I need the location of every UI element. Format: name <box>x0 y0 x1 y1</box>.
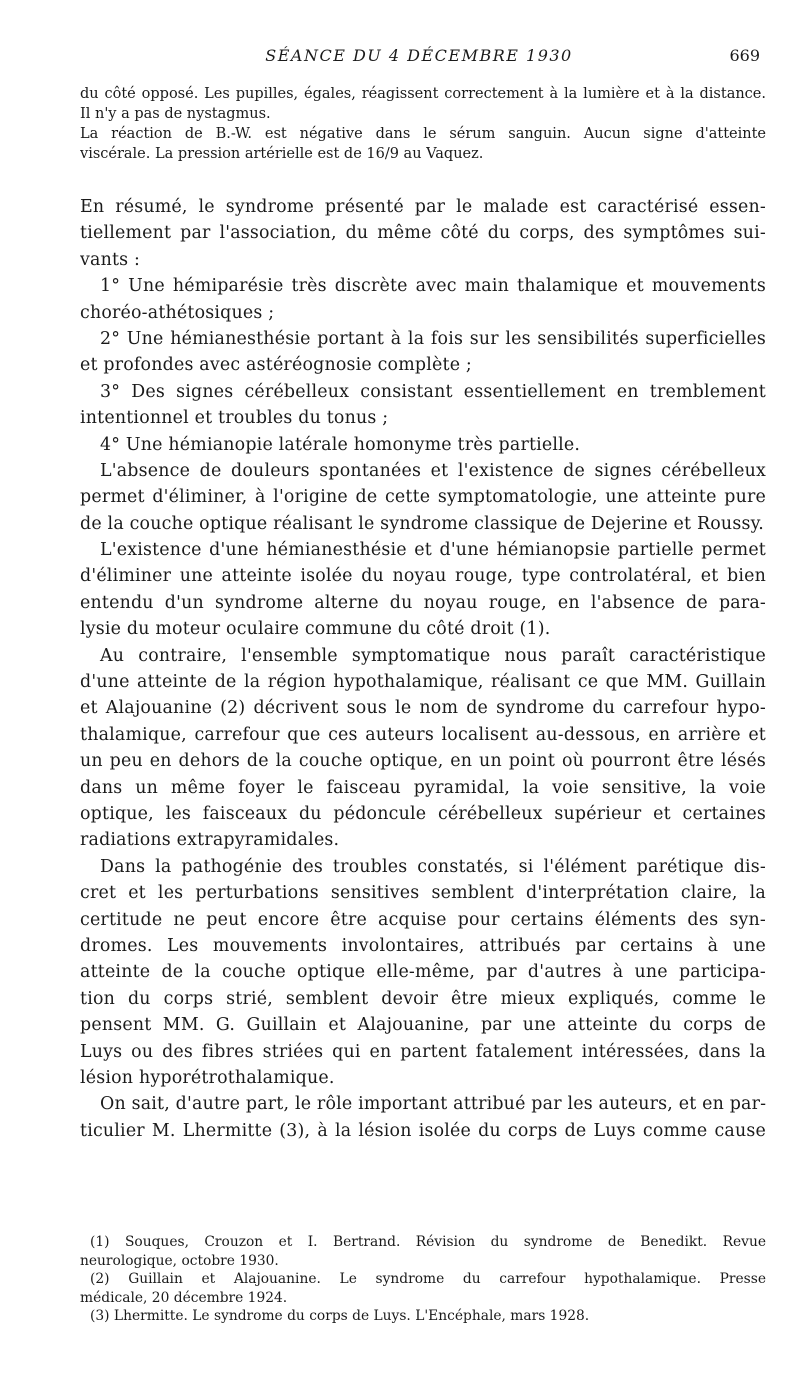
running-title: SÉANCE DU 4 DÉCEMBRE 1930 <box>265 46 573 65</box>
text-line: cret et les perturbations sensitives semblent d'interprétation claire, la <box>80 883 766 904</box>
text-line: dans un même foyer le faisceau pyramidal, la voie sensitive, la voie <box>80 777 766 798</box>
text-line: L'existence d'une hémianesthésie et d'une hémianopsie partielle permet <box>100 540 766 561</box>
text-line: de la couche optique réalisant le syndrome classique de Dejerine et Roussy. <box>80 513 765 534</box>
text-line: pensent MM. G. Guillain et Alajouanine, par une atteinte du corps de <box>80 1015 766 1036</box>
text-line: tiellement par l'association, du même côté du corps, des symptômes sui- <box>80 223 766 244</box>
text-line: un peu en dehors de la couche optique, en un point où pourront être lésés <box>80 751 766 772</box>
text-line: radiations extrapyramidales. <box>80 830 340 851</box>
text-line: Dans la pathogénie des troubles constatés, si l'élément parétique dis- <box>100 856 766 877</box>
footnotes <box>80 1233 766 1326</box>
text-line: et profondes avec astéréognosie complète ; <box>80 355 472 376</box>
text-line: choréo-athétosiques ; <box>80 302 275 323</box>
text-line: vants : <box>80 249 141 270</box>
footnote-line: (2) Guillain et Alajouanine. Le syndrome du carrefour hypothalamique. Presse <box>90 1271 766 1287</box>
text-line: La réaction de B.-W. est négative dans le sérum sanguin. Aucun signe d'atteinte <box>80 126 766 142</box>
text-line: thalamique, carrefour que ces auteurs localisent au-dessous, en arrière et <box>80 724 766 745</box>
text-line: Au contraire, l'ensemble symptomatique nous paraît caractéristique <box>100 645 766 666</box>
text-line: 2° Une hémianesthésie portant à la fois sur les sensibilités superficielles <box>100 328 766 349</box>
text-line: et Alajouanine (2) décrivent sous le nom de syndrome du carrefour hypo- <box>80 698 766 719</box>
text-line: ticulier M. Lhermitte (3), à la lésion isolée du corps de Luys comme cause <box>80 1120 766 1141</box>
footnote-line: médicale, 20 décembre 1924. <box>80 1289 288 1306</box>
text-line: 3° Des signes cérébelleux consistant essentiellement en tremblement <box>100 381 766 402</box>
text-line: entendu d'un syndrome alterne du noyau rouge, en l'absence de para- <box>80 592 766 613</box>
text-line: atteinte de la couche optique elle-même, par d'autres à une participa- <box>80 962 766 983</box>
text-line: certitude ne peut encore être acquise pour certains éléments des syn- <box>80 909 766 930</box>
footnote-line: neurologique, octobre 1930. <box>80 1252 279 1269</box>
text-line: lysie du moteur oculaire commune du côté droit (1). <box>80 619 551 640</box>
text-line: En résumé, le syndrome présenté par le malade est caractérisé essen- <box>80 197 766 217</box>
text-line: tion du corps strié, semblent devoir être mieux expliqués, comme le <box>80 988 766 1009</box>
footnote-line: (3) Lhermitte. Le syndrome du corps de Luys. L'Encéphale, mars 1928. <box>90 1308 590 1324</box>
main-body-text <box>80 194 766 1144</box>
case-notes-paragraph <box>80 84 766 164</box>
text-line: lésion hyporétrothalamique. <box>80 1067 335 1088</box>
text-line: viscérale. La pression artérielle est de 16/9 au Vaquez. <box>80 146 484 162</box>
text-line: 1° Une hémiparésie très discrète avec main thalamique et mouvements <box>100 276 766 297</box>
text-line: permet d'éliminer, à l'origine de cette symptomatologie, une atteinte pure <box>80 487 766 508</box>
text-line: optique, les faisceaux du pédoncule cérébelleux supérieur et certaines <box>80 803 766 824</box>
text-line: On sait, d'autre part, le rôle important attribué par les auteurs, et en par- <box>100 1094 766 1115</box>
footnote-line: (1) Souques, Crouzon et I. Bertrand. Révision du syndrome de Benedikt. Revue <box>90 1234 766 1250</box>
text-line: intentionnel et troubles du tonus ; <box>80 408 389 429</box>
text-line: d'éliminer une atteinte isolée du noyau rouge, type controlatéral, et bien <box>80 566 766 587</box>
page-number: 669 <box>729 46 760 65</box>
text-line: L'absence de douleurs spontanées et l'existence de signes cérébelleux <box>100 460 766 481</box>
text-line: 4° Une hémianopie latérale homonyme très partielle. <box>100 434 581 455</box>
page-header <box>78 46 760 70</box>
text-line: dromes. Les mouvements involontaires, attribués par certains à une <box>80 935 766 956</box>
text-line: du côté opposé. Les pupilles, égales, réagissent correctement à la lumière et à la distance. <box>80 86 766 102</box>
text-line: d'une atteinte de la région hypothalamique, réalisant ce que MM. Guillain <box>80 672 766 693</box>
text-line: Luys ou des fibres striées qui en partent fatalement intéressées, dans la <box>80 1041 766 1062</box>
text-line: Il n'y a pas de nystagmus. <box>80 106 271 122</box>
